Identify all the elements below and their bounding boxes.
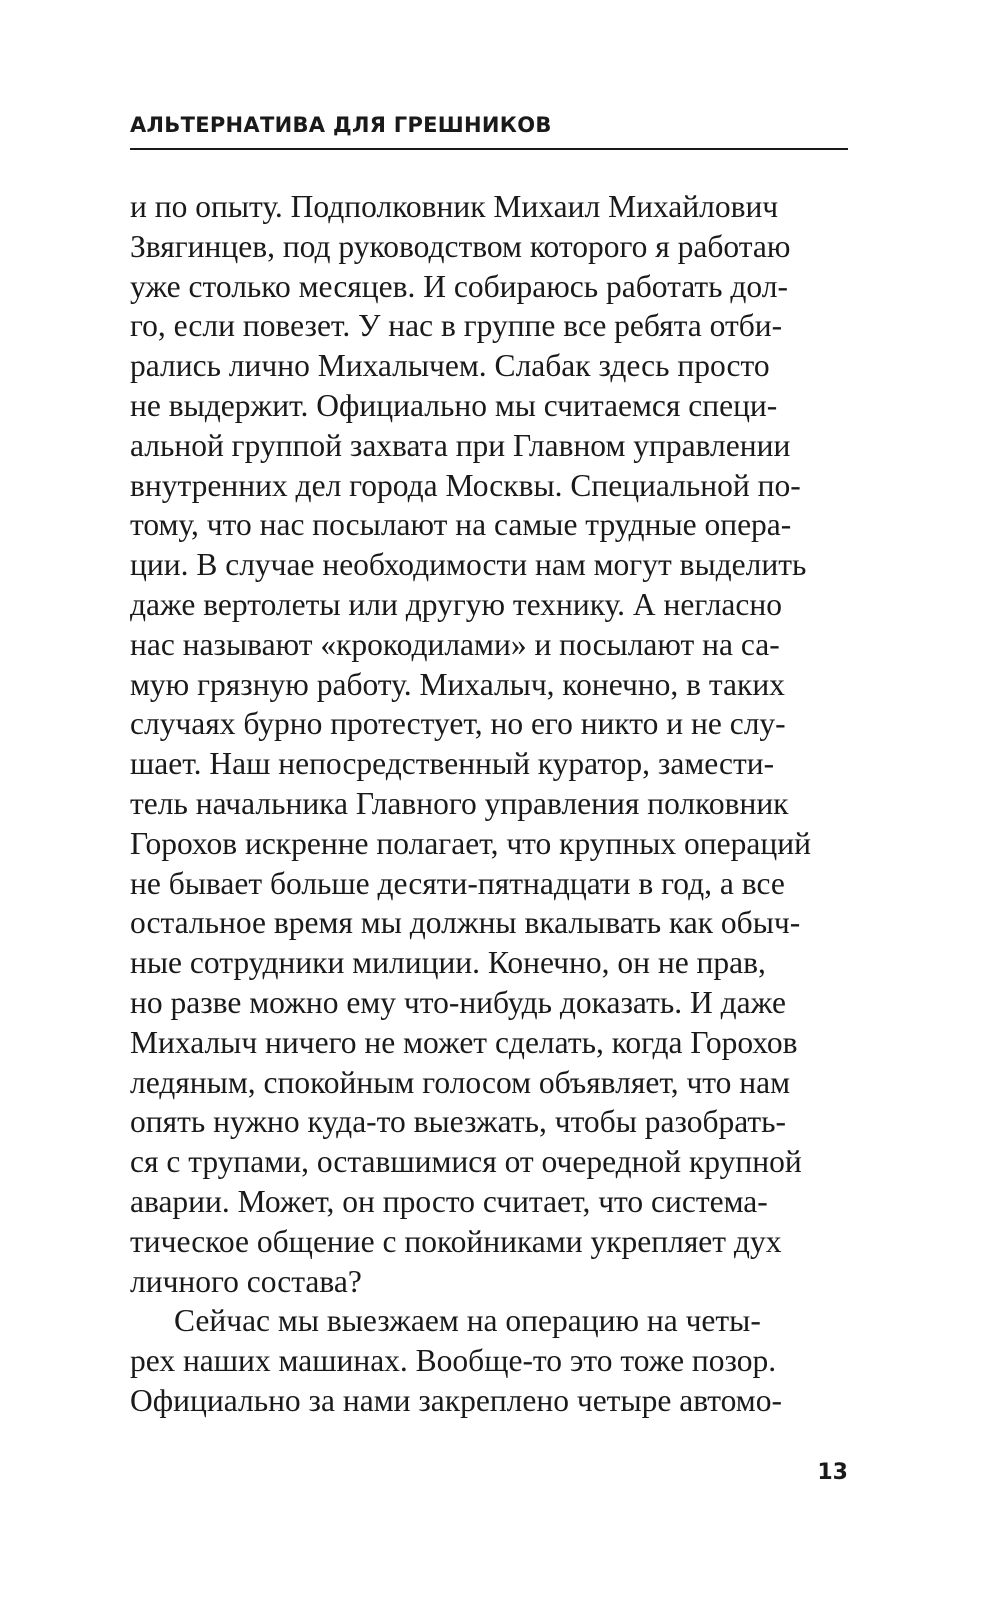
text-line: Михалыч ничего не может сделать, когда Горохов [130, 1024, 798, 1060]
body-text [130, 187, 848, 1421]
header-divider [130, 148, 848, 150]
text-line: альной группой захвата при Главном управлении [130, 427, 791, 463]
text-line: рех наших машинах. Вообще-то это тоже позор. [130, 1343, 777, 1379]
paragraph-1 [130, 187, 848, 1301]
text-line: аварии. Может, он просто считает, что система- [130, 1183, 768, 1219]
text-line: и по опыту. Подполковник Михаил Михайлович [130, 189, 779, 224]
text-line: нас называют «крокодилами» и посылают на са- [130, 626, 780, 662]
text-line: но разве можно ему что-нибудь доказать. И даже [130, 984, 786, 1020]
text-line: тическое общение с покойниками укрепляет дух [130, 1223, 782, 1259]
text-line: рались лично Михалычем. Слабак здесь просто [130, 348, 770, 384]
text-line: уже столько месяцев. И собираюсь работать дол- [130, 268, 788, 304]
text-line: го, если повезет. У нас в группе все ребята отби- [130, 308, 783, 344]
text-line: ледяным, спокойным голосом объявляет, что нам [130, 1064, 791, 1100]
text-line: не выдержит. Официально мы считаемся специ- [130, 387, 778, 423]
running-head-title: АЛЬТЕРНАТИВА ДЛЯ ГРЕШНИКОВ [130, 113, 552, 137]
text-line: Официально за нами закреплено четыре автомо- [130, 1382, 782, 1418]
paragraph-2 [130, 1301, 848, 1420]
text-line: ции. В случае необходимости нам могут выделить [130, 547, 807, 583]
text-line: тому, что нас посылают на самые трудные опера- [130, 507, 792, 543]
text-line: Звягинцев, под руководством которого я работаю [130, 228, 791, 264]
page-number: 13 [817, 1460, 848, 1485]
text-line: Сейчас мы выезжаем на операцию на четы- [174, 1303, 761, 1339]
text-line: шает. Наш непосредственный куратор, замести- [130, 746, 775, 782]
text-line: Горохов искренне полагает, что крупных операций [130, 825, 811, 861]
text-line: ся с трупами, оставшимися от очередной крупной [130, 1144, 802, 1180]
text-line: даже вертолеты или другую технику. А негласно [130, 586, 782, 622]
text-line: случаях бурно протестует, но его никто и не слу- [130, 706, 786, 742]
text-line: опять нужно куда-то выезжать, чтобы разобрать- [130, 1104, 787, 1140]
text-line: личного состава? [130, 1263, 362, 1299]
text-line: остальное время мы должны вкалывать как обыч- [130, 905, 801, 941]
text-line: внутренних дел города Москвы. Специальной по- [130, 467, 801, 503]
text-line: мую грязную работу. Михалыч, конечно, в таких [130, 666, 785, 702]
text-line: не бывает больше десяти-пятнадцати в год, а все [130, 865, 785, 901]
text-line: тель начальника Главного управления полковник [130, 785, 789, 821]
text-line: ные сотрудники милиции. Конечно, он не прав, [130, 945, 766, 981]
